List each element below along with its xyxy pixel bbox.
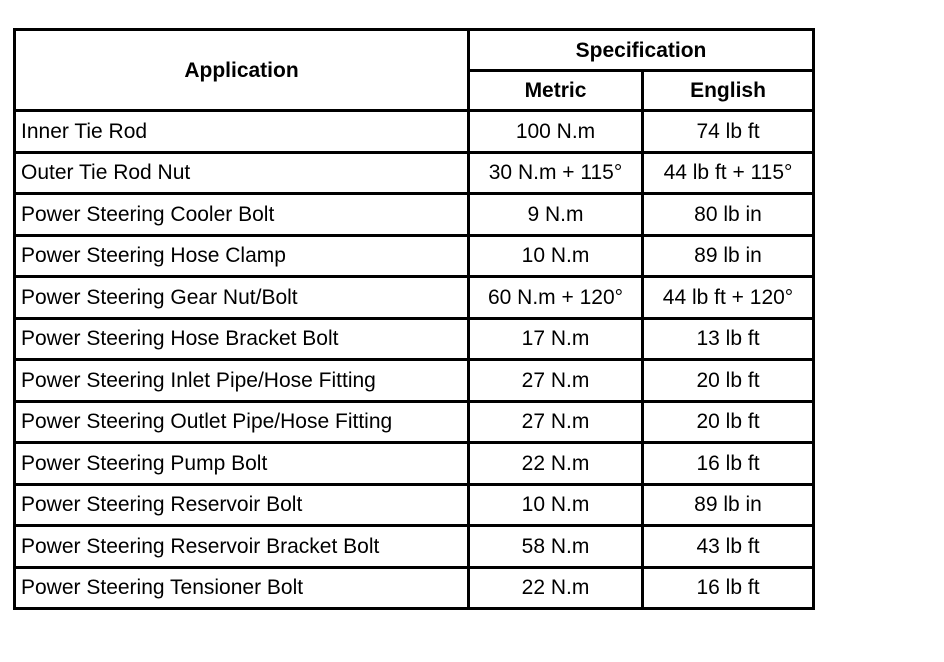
table-row xyxy=(16,154,812,196)
application-cell: Power Steering Reservoir Bracket Bolt xyxy=(16,527,470,569)
table-row xyxy=(16,486,812,528)
metric-cell: 60 N.m + 120° xyxy=(470,278,644,320)
header-specification: Specification xyxy=(470,31,812,72)
english-cell: 16 lb ft xyxy=(696,576,760,600)
metric-cell: 9 N.m xyxy=(470,195,644,237)
application-cell: Inner Tie Rod xyxy=(16,112,470,154)
table-row xyxy=(16,112,812,154)
table-row xyxy=(16,278,812,320)
metric-cell: 27 N.m xyxy=(470,361,644,403)
application-cell: Power Steering Inlet Pipe/Hose Fitting xyxy=(16,361,470,403)
metric-cell: 10 N.m xyxy=(470,486,644,528)
table-row xyxy=(16,569,812,608)
application-cell: Power Steering Hose Clamp xyxy=(16,237,470,279)
application-cell: Power Steering Cooler Bolt xyxy=(16,195,470,237)
metric-cell: 17 N.m xyxy=(470,320,644,362)
metric-cell: 10 N.m xyxy=(470,237,644,279)
metric-cell: 58 N.m xyxy=(470,527,644,569)
table-row xyxy=(16,237,812,279)
metric-cell: 22 N.m xyxy=(470,569,644,608)
metric-cell: 100 N.m xyxy=(470,112,644,154)
application-cell: Power Steering Outlet Pipe/Hose Fitting xyxy=(16,403,470,445)
english-cell: 16 lb ft xyxy=(644,444,812,486)
application-cell: Outer Tie Rod Nut xyxy=(16,154,470,196)
torque-spec-table xyxy=(13,28,815,610)
header-row-top xyxy=(16,31,812,72)
table-row xyxy=(16,527,812,569)
application-cell: Power Steering Gear Nut/Bolt xyxy=(16,278,470,320)
table-body xyxy=(16,112,812,607)
metric-cell: 30 N.m + 115° xyxy=(470,154,644,196)
table-row xyxy=(16,361,812,403)
english-cell: 20 lb ft xyxy=(644,361,812,403)
metric-cell: 22 N.m xyxy=(470,444,644,486)
english-cell: 89 lb in xyxy=(644,486,812,528)
header-english: English xyxy=(644,72,812,112)
metric-cell: 27 N.m xyxy=(470,403,644,445)
english-cell: 13 lb ft xyxy=(644,320,812,362)
english-cell: 43 lb ft xyxy=(644,527,812,569)
english-cell: 74 lb ft xyxy=(644,112,812,154)
application-cell: Power Steering Hose Bracket Bolt xyxy=(16,320,470,362)
header-application: Application xyxy=(16,31,470,112)
table-row xyxy=(16,320,812,362)
english-cell: 89 lb in xyxy=(644,237,812,279)
english-cell: 20 lb ft xyxy=(644,403,812,445)
english-cell: 44 lb ft + 120° xyxy=(644,278,812,320)
application-cell: Power Steering Reservoir Bolt xyxy=(16,486,470,528)
application-cell: Power Steering Pump Bolt xyxy=(16,444,470,486)
application-cell: Power Steering Tensioner Bolt xyxy=(16,569,470,608)
english-cell: 80 lb in xyxy=(644,195,812,237)
table-row xyxy=(16,195,812,237)
table-row xyxy=(16,403,812,445)
header-metric: Metric xyxy=(470,72,644,112)
table-row xyxy=(16,444,812,486)
english-cell: 44 lb ft + 115° xyxy=(644,154,812,196)
